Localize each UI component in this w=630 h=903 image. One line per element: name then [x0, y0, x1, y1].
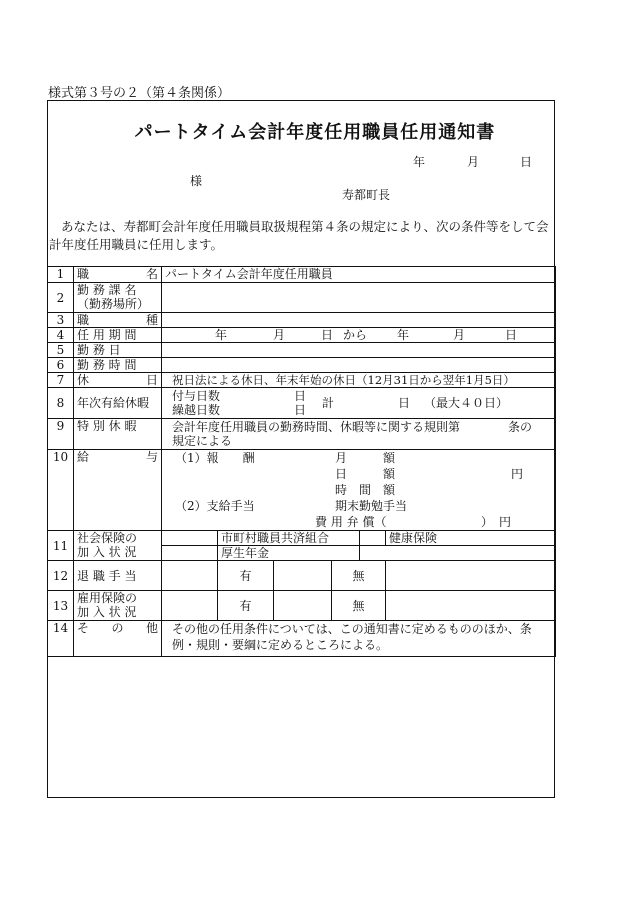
row-label: 雇用保険の 加 入 状 況	[74, 591, 162, 621]
row-number: 3	[48, 313, 74, 328]
issuer-name: 寿都町長	[342, 188, 391, 202]
row-label: 給 与	[74, 450, 162, 531]
row-value: その他の任用条件については、この通知書に定めるもののほか、条例・規則・要綱に定めるところによる。	[162, 621, 556, 657]
row-label: 勤 務 日	[74, 343, 162, 358]
row-label: 社会保険の 加 入 状 況	[74, 531, 162, 561]
table-row	[48, 328, 556, 343]
row-value: 付与日数 繰越日数 日 日 計 日 （最大４０日）	[162, 388, 556, 419]
row-value	[162, 283, 556, 313]
row-value	[360, 531, 386, 546]
row-value	[360, 546, 556, 561]
row-number: 7	[48, 373, 74, 388]
row-number: 9	[48, 419, 74, 450]
row-number: 11	[48, 531, 74, 561]
row-label: 退 職 手 当	[74, 561, 162, 591]
row-value: 会計年度任用職員の勤務時間、休暇等に関する規則第 条の 規定による	[162, 419, 556, 450]
row-value: 祝日法による休日、年末年始の休日（12月31日から翌年1月5日）	[162, 373, 556, 388]
table-row	[48, 621, 556, 657]
addressee-suffix: 様	[190, 174, 203, 188]
row-value	[162, 561, 218, 591]
table-row	[48, 267, 556, 283]
no-cell: 無	[332, 561, 386, 591]
table-row	[48, 591, 556, 621]
row-number: 4	[48, 328, 74, 343]
date-day: 日	[520, 155, 533, 169]
table-row	[48, 313, 556, 328]
table-row	[48, 373, 556, 388]
table-row	[48, 531, 556, 546]
no-cell: 無	[332, 591, 386, 621]
row-value: パートタイム会計年度任用職員	[162, 267, 556, 283]
row-label: 年次有給休暇	[74, 388, 162, 419]
row-value	[162, 313, 556, 328]
row-value: （1）報 酬 月 額 日 額 円 時 間 額 （2）支給手当 期末勤勉手当 費 用 弁 償（ ） 円	[162, 450, 556, 531]
row-label: 勤 務 課 名 （勤務場所）	[74, 283, 162, 313]
row-label: 任 用 期 間	[74, 328, 162, 343]
row-number: 8	[48, 388, 74, 419]
health-insurance-cell: 健康保険	[386, 531, 556, 546]
row-label: そ の 他	[74, 621, 162, 657]
pension-cell: 厚生年金	[218, 546, 360, 561]
yes-cell: 有	[218, 561, 274, 591]
date-year: 年	[413, 155, 426, 169]
row-number: 5	[48, 343, 74, 358]
row-number: 12	[48, 561, 74, 591]
row-value	[386, 561, 556, 591]
row-number: 14	[48, 621, 74, 657]
table-row	[48, 561, 556, 591]
row-label: 勤 務 時 間	[74, 358, 162, 373]
row-label: 職 種	[74, 313, 162, 328]
table-row	[48, 419, 556, 450]
row-value	[274, 561, 332, 591]
table-row	[48, 388, 556, 419]
table-row	[48, 343, 556, 358]
intro-text: あなたは、寿都町会計年度任用職員取扱規程第４条の規定により、次の条件等をして会計年度任用職員に任用します。	[49, 219, 549, 252]
row-number: 1	[48, 267, 74, 283]
row-value: 年 月 日 から 年 月 日	[162, 328, 556, 343]
document-title: パートタイム会計年度任用職員任用通知書	[134, 122, 496, 143]
conditions-table	[47, 266, 556, 657]
row-value	[162, 343, 556, 358]
form-number-label: 様式第３号の２（第４条関係）	[48, 86, 231, 101]
row-number: 6	[48, 358, 74, 373]
table-row	[48, 450, 556, 531]
yes-cell: 有	[218, 591, 274, 621]
row-value	[386, 591, 556, 621]
row-value	[162, 531, 218, 546]
row-number: 2	[48, 283, 74, 313]
row-label: 職 名	[74, 267, 162, 283]
row-value	[162, 591, 218, 621]
row-value	[162, 546, 218, 561]
mutual-aid-cell: 市町村職員共済組合	[218, 531, 360, 546]
row-number: 10	[48, 450, 74, 531]
date-month: 月	[467, 155, 480, 169]
row-label: 特 別 休 暇	[74, 419, 162, 450]
row-value	[274, 591, 332, 621]
table-row	[48, 358, 556, 373]
row-label: 休 日	[74, 373, 162, 388]
row-number: 13	[48, 591, 74, 621]
table-row	[48, 283, 556, 313]
row-value	[162, 358, 556, 373]
